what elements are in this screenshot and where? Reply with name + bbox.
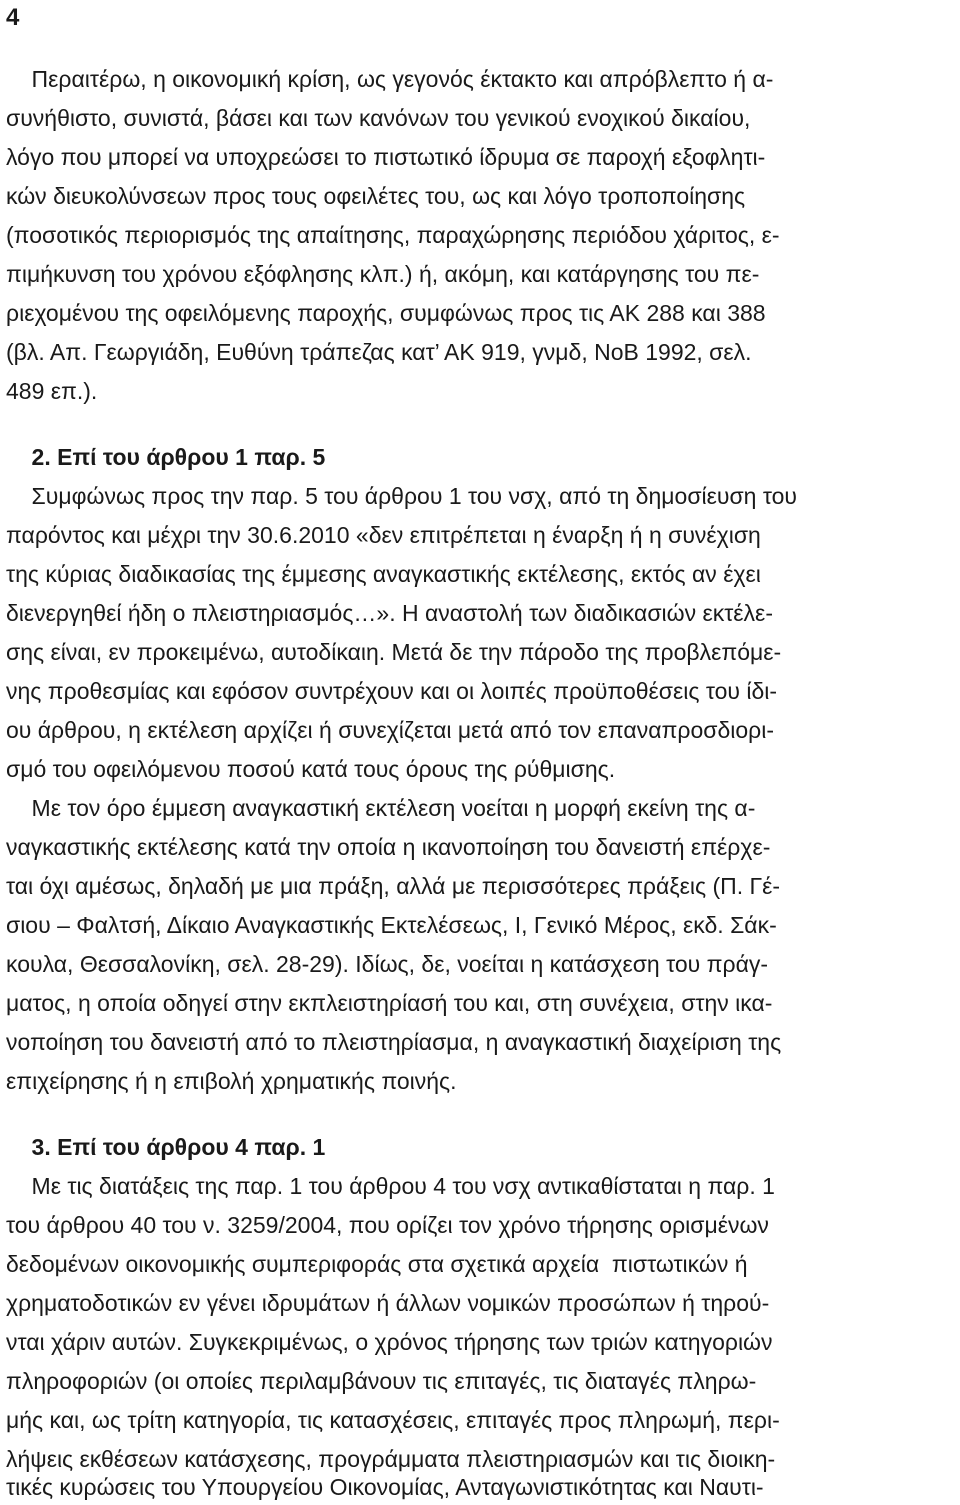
paragraph-line: ματος, η οποία οδηγεί στην εκπλειστηρίασή του και, στη συνέχεια, στην ικα- (6, 990, 773, 1016)
paragraph-line: τικές κυρώσεις του Υπουργείου Οικονομίας, Ανταγωνιστικότητας και Ναυτι- (6, 1474, 764, 1500)
page-number: 4 (6, 4, 20, 31)
paragraph-line: κουλα, Θεσσαλονίκη, σελ. 28-29). Ιδίως, δε, νοείται η κατάσχεση του πράγ- (6, 951, 769, 977)
paragraph-line: μής και, ως τρίτη κατηγορία, τις κατασχέσεις, επιταγές προς πληρωμή, περι- (6, 1407, 780, 1433)
paragraph-line: δεδομένων οικονομικής συμπεριφοράς στα σχετικά αρχεία πιστωτικών ή (6, 1251, 748, 1277)
paragraph-line: νης προθεσμίας και εφόσον συντρέχουν και οι λοιπές προϋποθέσεις του ίδι- (6, 678, 778, 704)
paragraph-line: πιμήκυνση του χρόνου εξόφλησης κλπ.) ή, ακόμη, και κατάργησης του πε- (6, 261, 760, 287)
paragraph-line: Με τον όρο έμμεση αναγκαστική εκτέλεση νοείται η μορφή εκείνη της α- (6, 795, 756, 821)
paragraph-line: 489 επ.). (6, 378, 98, 404)
paragraph-line: σιου – Φαλτσή, Δίκαιο Αναγκαστικής Εκτελέσεως, Ι, Γενικό Μέρος, εκδ. Σάκ- (6, 912, 777, 938)
paragraph-line: λήψεις εκθέσεων κατάσχεσης, προγράμματα πλειστηριασμών και τις διοικη- (6, 1446, 776, 1472)
paragraph-line: κών διευκολύνσεων προς τους οφειλέτες του, ως και λόγο τροποποίησης (6, 183, 746, 209)
paragraph-line: νοποίηση του δανειστή από το πλειστηρίασμα, η αναγκαστική διαχείριση της (6, 1029, 782, 1055)
paragraph-line: Με τις διατάξεις της παρ. 1 του άρθρου 4 του νσχ αντικαθίσταται η παρ. 1 (6, 1173, 775, 1199)
paragraph-line: συνήθιστο, συνιστά, βάσει και των κανόνων του γενικού ενοχικού δικαίου, (6, 105, 751, 131)
paragraph-line: λόγο που μπορεί να υποχρεώσει το πιστωτικό ίδρυμα σε παροχή εξοφλητι- (6, 144, 766, 170)
section-heading: 3. Επί του άρθρου 4 παρ. 1 (6, 1134, 326, 1160)
paragraph-line: διενεργηθεί ήδη ο πλειστηριασμός…». Η αναστολή των διαδικασιών εκτέλε- (6, 600, 773, 626)
paragraph-line: Συμφώνως προς την παρ. 5 του άρθρου 1 του νσχ, από τη δημοσίευση του (6, 483, 797, 509)
paragraph-line: σμό του οφειλόμενου ποσού κατά τους όρους της ρύθμισης. (6, 756, 616, 782)
paragraph-line: ται όχι αμέσως, δηλαδή με μια πράξη, αλλά με περισσότερες πράξεις (Π. Γέ- (6, 873, 781, 899)
section-heading: 2. Επί του άρθρου 1 παρ. 5 (6, 444, 326, 470)
paragraph-line: νται χάριν αυτών. Συγκεκριμένως, ο χρόνος τήρησης των τριών κατηγοριών (6, 1329, 773, 1355)
paragraph-line: πληροφοριών (οι οποίες περιλαμβάνουν τις επιταγές, τις διαταγές πληρω- (6, 1368, 757, 1394)
paragraph-line: ναγκαστικής εκτέλεσης κατά την οποία η ικανοποίηση του δανειστή επέρχε- (6, 834, 771, 860)
paragraph-line: της κύριας διαδικασίας της έμμεσης αναγκαστικής εκτέλεσης, εκτός αν έχει (6, 561, 761, 587)
paragraph-line: ου άρθρου, η εκτέλεση αρχίζει ή συνεχίζεται μετά από τον επαναπροσδιορι- (6, 717, 774, 743)
paragraph-line: (βλ. Απ. Γεωργιάδη, Ευθύνη τράπεζας κατ’ ΑΚ 919, γνμδ, ΝοΒ 1992, σελ. (6, 339, 752, 365)
paragraph-line: σης είναι, εν προκειμένω, αυτοδίκαιη. Μετά δε την πάροδο της προβλεπόμε- (6, 639, 782, 665)
paragraph-line: ριεχομένου της οφειλόμενης παροχής, συμφώνως προς τις ΑΚ 288 και 388 (6, 300, 766, 326)
paragraph-line: παρόντος και μέχρι την 30.6.2010 «δεν επιτρέπεται η έναρξη ή η συνέχιση (6, 522, 761, 548)
paragraph-line: επιχείρησης ή η επιβολή χρηματικής ποινής. (6, 1068, 457, 1094)
paragraph-line: (ποσοτικός περιορισμός της απαίτησης, παραχώρησης περιόδου χάριτος, ε- (6, 222, 780, 248)
paragraph-line: χρηματοδοτικών εν γένει ιδρυμάτων ή άλλων νομικών προσώπων ή τηρού- (6, 1290, 770, 1316)
paragraph-line: του άρθρου 40 του ν. 3259/2004, που ορίζει τον χρόνο τήρησης ορισμένων (6, 1212, 769, 1238)
paragraph-line: Περαιτέρω, η οικονομική κρίση, ως γεγονός έκτακτο και απρόβλεπτο ή α- (6, 66, 774, 92)
